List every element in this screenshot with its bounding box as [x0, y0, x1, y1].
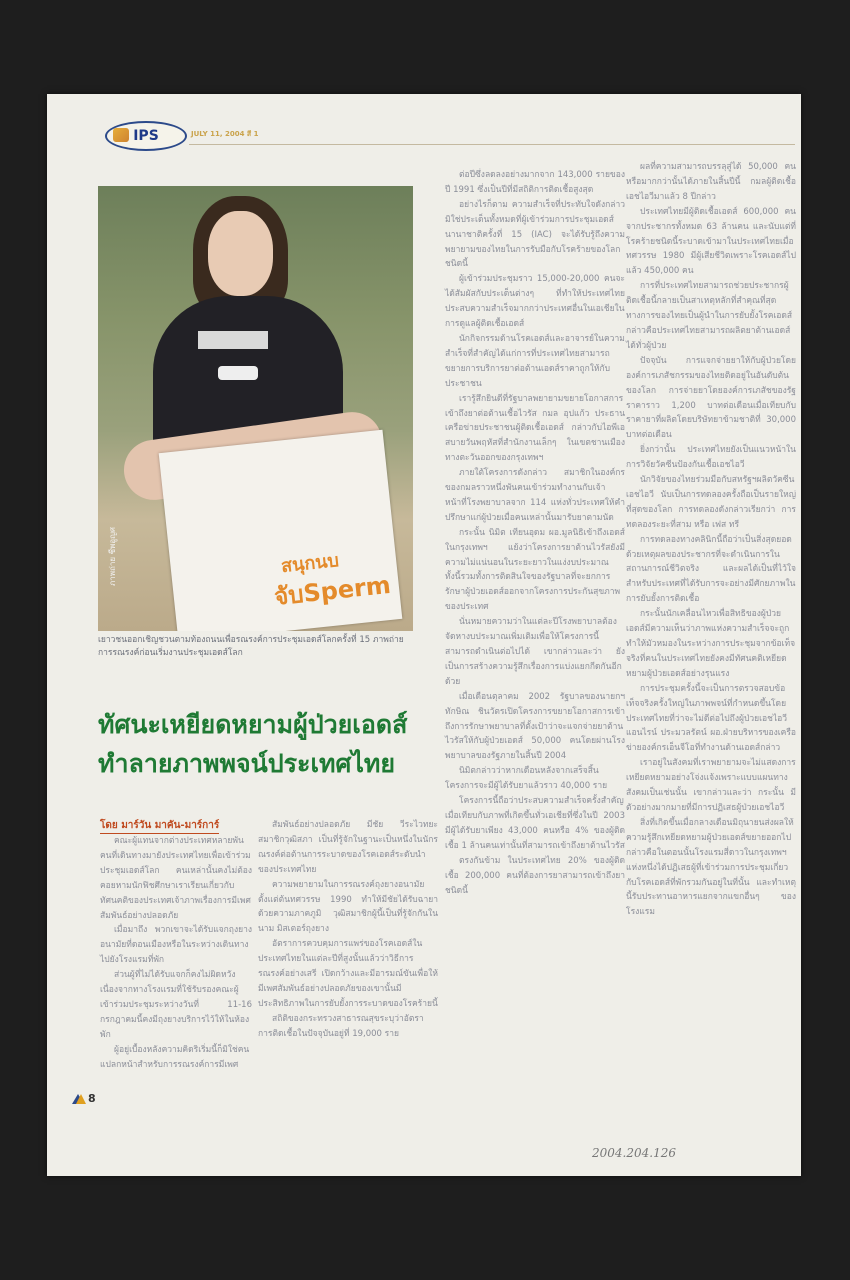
paragraph: ผู้อยู่เบื้องหลังความคิดริเริ่มนี้ก็มิใช่คนแปลกหน้าสำหรับการรณรงค์การมีเพศ	[100, 1044, 250, 1070]
photo-face	[208, 211, 273, 296]
paragraph: นักกิจกรรมด้านโรคเอดส์และอาจารย์ในความสำเร็จที่สำคัญได้แก่การที่ประเทศไทยสามารถขยายการบริการยาต่อต้านเอดส์ราคาถูกให้กับประชาชน	[445, 333, 625, 389]
logo-text: IPS	[133, 128, 159, 144]
page-marker-accent-icon	[76, 1094, 86, 1104]
paragraph: สัมพันธ์อย่างปลอดภัย มีชัย วีระไวทยะ สมาชิกวุฒิสภา เป็นที่รู้จักในฐานะเป็นหนึ่งในนักรณรงค์ต่อต้านการระบาดของโรคเอดส์ระดับนำของประเทศไทย	[258, 820, 438, 875]
paragraph: นิมิตกล่าวว่าหากเดือนหลังจากเสร็จสิ้นโครงการจะมีผู้ได้รับยาแล้วราว 40,000 ราย	[445, 766, 608, 792]
paragraph: ภายใต้โครงการดังกล่าว สมาชิกในองค์กรของกมลราวหนึ่งพันคนเข้าร่วมทำงานกับเจ้าหน้าที่โรงพยาบาลจาก 114 แห่งทั่วประเทศให้คำปรึกษาแก่ผู้ป่วยเมื่อคนเหล่านั้นมารับยาตามนัด	[445, 468, 625, 523]
paragraph: ความพยายามในการรณรงค์ถุงยางอนามัยตั้งแต่ต้นทศวรรษ 1990 ทำให้มีชัยได้รับฉายาด้วยความภาคภูมิ วุฒิสมาชิกผู้นี้เป็นที่รู้จักกันในนาม มิสเตอร์ถุงยาง	[258, 879, 438, 935]
paragraph: การประชุมครั้งนี้จะเป็นการตรวจสอบข้อเท็จจริงครั้งใหญ่ในภาพพจน์ที่กำหนดขึ้นโดยประเทศไทยที่ว่าจะไม่ดีต่อไปถึงผู้ป่วยเอชไอวี แอนไรน์ ประมวลรัตน์ ผอ.ฝ่ายบริหารของเครือข่ายองค์กรเอ็นจีโอที่ทำงานด้านเอดส์กล่าว	[626, 683, 796, 754]
paragraph: นั่นหมายความว่าในแต่ละปีโรงพยาบาลต้องจัดหางบประมาณเพิ่มเติมเพื่อให้โครงการนี้สามารถดำเนินต่อไปได้ เขากล่าวและว่า ยังเป็นการสร้างความรู้สึกเรื่องการแบ่งแยกกีดกันอีกด้วย	[445, 617, 625, 687]
page-number: 8	[88, 1092, 96, 1105]
paragraph: กระนั้นนักเคลื่อนไหวเพื่อสิทธิของผู้ป่วยเอดส์มีความเห็นว่าภาพแห่งความสำเร็จจะถูกทำให้มัวหมองในระหว่างการประชุมจากข้อเท็จจริงที่คนในประเทศไทยยังคงมีทัศนคติเหยียดหยามผู้ป่วยเอดส์อย่างรุนแรง	[626, 609, 796, 679]
paragraph: โครงการนี้ถือว่าประสบความสำเร็จครั้งสำคัญเมื่อเทียบกับภาพที่เกิดขึ้นทั่วเอเชียที่ซึ่งในปี 2003 มีผู้ได้รับยาเพียง 43,000 คนหรือ 4% ของผู้ติดเชื้อ 1 ล้านคนเท่านั้นที่สามารถเข้าถึงยาต้านไวรัส	[445, 796, 625, 851]
paragraph: ประเทศไทยมีผู้ติดเชื้อเอดส์ 600,000 คนจากประชากรทั้งหมด 63 ล้านคน และนับแต่ที่โรคร้ายชนิดนี้ระบาดเข้ามาในประเทศไทยเมื่อทศวรรษ 1980 มีผู้เสียชีวิตเพราะโรคเอดส์ไปแล้ว 450,000 คน	[626, 206, 796, 277]
leaflet-text-1: สนุกนบ	[280, 550, 340, 578]
paragraph: นักวิจัยของไทยร่วมมือกับสหรัฐฯผลิตวัคซีนเอชไอวี นับเป็นการทดลองครั้งถือเป็นรายใหญ่ที่สุดของโลก การทดลองดังกล่าวเรียกว่า การทดลองระยะที่สาม หรือ เฟส ทรี	[626, 475, 796, 530]
photo-shirt-print	[198, 331, 268, 349]
headline-line-2: ทำลายภาพพจน์ประเทศไทย	[98, 749, 396, 778]
paragraph: การทดลองทางคลินิกนี้ถือว่าเป็นสิ่งสุดยอดด้วยเหตุผลของประชากรที่จะดำเนินการในสถานการณ์ชีวิตจริง และผลได้เป็นที่ไว้ใจสำหรับประเทศที่ได้รับการจะอย่างมีศักยภาพในการยับยั้งการติดเชื้อ	[626, 534, 796, 605]
paragraph: คณะผู้แทนจากต่างประเทศหลายพันคนที่เดินทางมายังประเทศไทยเพื่อเข้าร่วมประชุมเอดส์โลก คนเหล่านั้นคงไม่ต้องคอยหามนักฟิชศึกษาเราเรียนเกี่ยวกับทัศนคติของประเทศเจ้าภาพเรื่องการมีเพศสัมพันธ์อย่างปลอดภัย	[100, 836, 252, 921]
paragraph: กระนั้น นิมิต เทียนอุดม ผอ.มูลนิธิเข้าถึงเอดส์ในกรุงเทพฯ แย้งว่าโครงการยาต้านไวรัสยังมีความไม่แน่นอนในระยะยาวในแง่งบประมาณ ทั้งนี้รวมทั้งการติดสินใจของรัฐบาลที่จะยกการรักษาผู้ป่วยเอดส์ออกจากโครงการประกันสุขภาพของประเทศ	[445, 527, 625, 613]
headline-line-1: ทัศนะเหยียดหยามผู้ป่วยเอดส์	[98, 710, 408, 739]
masthead-rule	[189, 144, 795, 145]
paragraph: อย่างไรก็ตาม ความสำเร็จที่ประทับใจดังกล่าวมิใช่ประเด็นทั้งหมดที่ผู้เข้าร่วมการประชุมเอดส์นานาชาติครั้งที่ 15 (IAC) จะได้รับรู้ถึงความพยายามของไทยในการรับมือกับโรคร้ายของโลกชนิดนี้	[445, 199, 625, 270]
paragraph: ผลที่ความสามารถบรรลุสู่ได้ 50,000 คนหรือมากกว่านั้นได้ภายในสิ้นปีนี้ กมลผู้ติดเชื้อเอชไอวีมาแล้ว 8 ปีกล่าว	[626, 162, 796, 202]
paragraph: ตรงกันข้าม ในประเทศไทย 20% ของผู้ติดเชื้อ 200,000 คนที่ต้องการยาสามารถเข้าถึงยาชนิดนี้	[445, 855, 625, 896]
column-1	[100, 834, 252, 1073]
paragraph: ผู้เข้าร่วมประชุมราว 15,000-20,000 คนจะได้สัมผัสกับประเด็นต่างๆ ที่ทำให้ประเทศไทยประสบความสำเร็จมากกว่าประเทศอื่นในเอเชียในการดูแลผู้ติดเชื้อเอดส์	[445, 274, 625, 330]
paragraph: การที่ประเทศไทยสามารถช่วยประชากรผู้ติดเชื้อนี้กลายเป็นสาเหตุหลักที่สำคุณที่สุดทางการของไทยเป็นผู้นำในการยับยั้งโรคเอดส์ กล่าวคือประเทศไทยสามารถผลิตยาต้านเอดส์ได้ทั่วผู้ป่วย	[626, 281, 793, 351]
column-4	[626, 160, 796, 920]
paragraph: เมื่อเดือนตุลาคม 2002 รัฐบาลของนายกฯทักษิณ ชินวัตรเปิดโครงการขยายโอกาสการเข้าถึงการรักษาพยาบาลที่ตั้งเป้าว่าจะแจกจ่ายยาต้านไวรัสให้กับผู้ป่วยเอดส์ 50,000 คนโดยผ่านโรงพยาบาลของรัฐภายในสิ้นปี 2004	[445, 691, 625, 762]
photo-credit: ภาพถ่าย ชีพอูญศ	[108, 526, 117, 586]
paragraph: ส่วนผู้ที่ไม่ได้รับแจกก็คงไม่ผิดหวัง เนื่องจากทางโรงแรมที่ใช้รับรองคณะผู้เข้าร่วมประชุมระหว่างวันที่ 11-16 กรกฎาคมนี้คงมีถุงยางบริการไว้ให้ในห้องพัก	[100, 970, 252, 1040]
paragraph: เรารู้สึกยินดีที่รัฐบาลพยายามขยายโอกาสการเข้าถึงยาต่อต้านเชื้อไวรัส กมล อุปแก้ว ประธานเครือข่ายประชาชนผู้ติดเชื้อเอดส์ กล่าวกับไอพีเอสบายวันพฤหัสที่สำนักงานเล็กๆ ในเขตชานเมืองทางตะวันออกของกรุงเทพฯ	[445, 393, 625, 464]
handwritten-note: 2004.204.126	[592, 1146, 676, 1160]
paragraph: ยิ่งกว่านั้น ประเทศไทยยังเป็นแนวหน้าในการวิจัยวัคซีนป้องกันเชื้อเอชไอวี	[626, 445, 796, 471]
paragraph: สถิติของกระทรวงสาธารณสุขระบุว่าอัตราการติดเชื้อในปัจจุบันอยู่ที่ 19,000 ราย	[258, 1013, 424, 1039]
paragraph: ปัจจุบัน การแจกจ่ายยาให้กับผู้ป่วยโดยองค์การเภสัชกรรมของไทยติดอยู่ในอันดับต้นของโลก การจ่ายยาโดยองค์การเภสัชของรัฐราคาราว 1,200 บาทต่อเดือนเมื่อเทียบกับราคายาที่ผลิตโดยบริษัทยาข้ามชาติที่ 30,000 บาทต่อเดือน	[626, 355, 796, 441]
photo-badge	[218, 366, 258, 380]
column-3	[445, 168, 625, 898]
column-2	[258, 818, 438, 1042]
ips-logo	[105, 121, 187, 151]
paragraph: เราอยู่ในสังคมที่เราพยายามจะไม่แสดงการเหยียดหยามอย่างโจ่งแจ้งเพราะแบบแผนทางสังคมเป็นเช่นนั้น เขากล่าวและว่า กระนั้น มีตัวอย่างมากมายที่มีการปฏิเสธผู้ป่วยเอชไอวี	[626, 758, 796, 813]
paragraph: เมื่อมาถึง พวกเขาจะได้รับแจกถุงยางอนามัยที่ดอนเมืองหรือในระหว่างเดินทางไปยังโรงแรมที่พัก	[100, 925, 252, 966]
article-photo	[98, 186, 413, 631]
issue-date: JULY 11, 2004 สี 1	[191, 130, 259, 138]
leaflet-text-2: จับSperm	[272, 570, 393, 611]
paragraph: อัตราการควบคุมการแพร่ของโรคเอดส์ในประเทศไทยในแต่ละปีที่สูงนั้นแล้วว่าวิธีการรณรงค์อย่างเสรี เปิดกว้างและมีอารมณ์ขันเพื่อให้มีเพศสัมพันธ์อย่างปลอดภัยของเขานั้นมีประสิทธิภาพในการยับยั้งการระบาดของโรคร้ายนี้	[258, 939, 438, 1009]
photo-leaflet	[159, 430, 403, 631]
masthead	[105, 121, 795, 149]
globe-icon	[113, 128, 129, 142]
byline: โดย มาร์วัน มาคัน-มาร์การ์	[100, 818, 219, 834]
paragraph: สิ่งที่เกิดขึ้นเมื่อกลางเดือนมิถุนายนส่งผลให้ความรู้สึกเหยียดหยามผู้ป่วยเอดส์ขยายออกไป กล่าวคือในตอนนั้นโรงแรมสี่ดาวในกรุงเทพฯ แห่งหนึ่งได้ปฏิเสธผู้ที่เข้าร่วมการประชุมเกี่ยวกับโรคเอดส์ที่พักรวมกันอยู่ในที่นั้น และทำเหตุนี้รับประทานอาหารแยกจากแขกอื่นๆ ของโรงแรม	[626, 817, 796, 918]
headline	[98, 705, 438, 783]
paragraph: ต่อปีซึ่งลดลงอย่างมากจาก 143,000 รายของปี 1991 ซึ่งเป็นปีที่มีสถิติการติดเชื้อสูงสุด	[445, 170, 625, 195]
photo-caption: เยาวชนออกเชิญชวนตามท้องถนนเพื่อรณรงค์การประชุมเอดส์โลกครั้งที่ 15 ภาพถ่ายการรณรงค์ก่อนเริ่มงานประชุมเอดส์โลก	[98, 635, 404, 658]
